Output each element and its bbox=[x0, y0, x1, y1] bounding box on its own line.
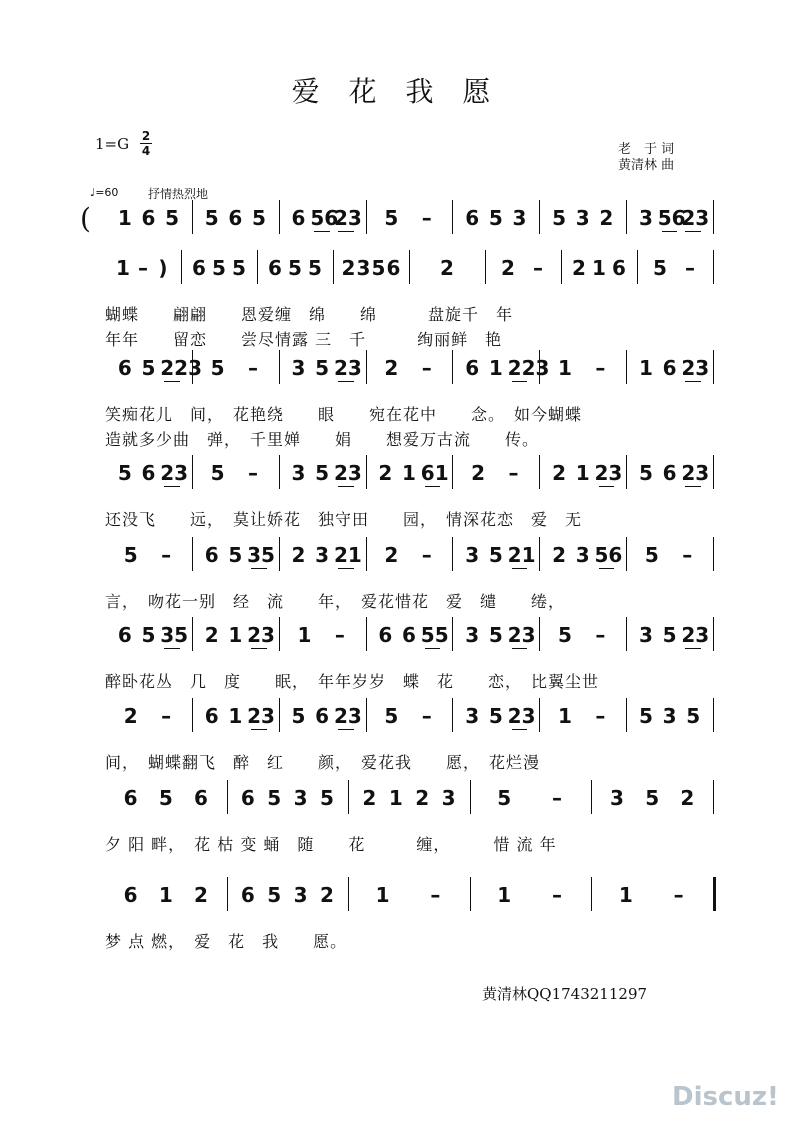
final-barline bbox=[713, 877, 716, 911]
note-digit: 5 bbox=[267, 883, 282, 907]
note-digit: 2 bbox=[378, 461, 393, 485]
note-digit: 3 bbox=[293, 883, 308, 907]
beam-line bbox=[251, 729, 267, 730]
barline bbox=[626, 455, 627, 489]
barline bbox=[713, 537, 714, 571]
note-digit: 2 bbox=[680, 786, 695, 810]
barline bbox=[192, 350, 193, 384]
barline bbox=[539, 200, 540, 234]
rest-dash: – bbox=[508, 461, 519, 485]
lyric-line: 笑痴花儿 间， 花艳绕 眼 宛在花中 念。 如今蝴蝶 bbox=[105, 405, 583, 424]
beam-line bbox=[425, 486, 441, 487]
barline bbox=[452, 537, 453, 571]
barline bbox=[366, 537, 367, 571]
note-digit: 23 bbox=[333, 356, 362, 380]
barline bbox=[713, 617, 714, 651]
note-digit: 5 bbox=[308, 256, 322, 280]
beam-line bbox=[251, 568, 267, 569]
note-digit: 5 bbox=[488, 206, 503, 230]
note-digit: 23 bbox=[681, 356, 710, 380]
beam-line bbox=[164, 648, 180, 649]
note-digit: 5 bbox=[488, 704, 503, 728]
meter-bottom: 4 bbox=[141, 144, 151, 158]
rest-dash: – bbox=[161, 704, 172, 728]
note-digit: 5 bbox=[210, 461, 225, 485]
note-digit: 56 bbox=[657, 206, 686, 230]
note-digit: 23 bbox=[333, 461, 362, 485]
note-digit: 6 bbox=[204, 704, 219, 728]
note-digit: 2 bbox=[552, 461, 567, 485]
note-digit: 23 bbox=[681, 461, 710, 485]
note-digit: 2 bbox=[415, 786, 430, 810]
lyric-line: 间， 蝴蝶翻飞 醉 红 颜， 爱花我 愿， 花烂漫 bbox=[105, 753, 541, 772]
note-digit: 5 bbox=[267, 786, 282, 810]
lyric-line: 夕 阳 畔， 花 枯 变 蛹 随 花 缠， 惜 流 年 bbox=[105, 835, 557, 854]
note-digit: 56 bbox=[594, 543, 623, 567]
tempo-mark: ♩=60 bbox=[90, 186, 119, 199]
beam-line bbox=[685, 381, 701, 382]
beam-line bbox=[599, 568, 615, 569]
barline bbox=[561, 250, 562, 284]
rest-dash: – bbox=[421, 356, 432, 380]
barline bbox=[279, 200, 280, 234]
beam-line bbox=[685, 231, 701, 232]
note-digit: 5 bbox=[320, 786, 334, 810]
beam-line bbox=[599, 486, 615, 487]
rest-dash: – bbox=[595, 356, 606, 380]
note-digit: 1 bbox=[388, 786, 403, 810]
rest-dash: – bbox=[595, 623, 606, 647]
barline bbox=[279, 350, 280, 384]
note-digit: 3 bbox=[356, 256, 371, 280]
beam-line bbox=[685, 486, 701, 487]
note-digit: 2 bbox=[320, 883, 334, 907]
beam-line bbox=[685, 648, 701, 649]
note-digit: 1 bbox=[488, 356, 503, 380]
note-digit: 5 bbox=[117, 461, 132, 485]
barline bbox=[713, 698, 714, 732]
barline bbox=[452, 350, 453, 384]
note-digit: 6 bbox=[662, 461, 677, 485]
note-digit: 6 bbox=[240, 786, 255, 810]
note-digit: 5 bbox=[558, 623, 572, 647]
barline bbox=[348, 780, 349, 814]
beam-line bbox=[338, 231, 354, 232]
barline bbox=[626, 350, 627, 384]
note-digit: 3 bbox=[512, 206, 527, 230]
note-digit: 56 bbox=[310, 206, 339, 230]
lyric-line: 还没飞 远， 莫让娇花 独守田 园， 情深花恋 爱 无 bbox=[105, 510, 583, 529]
lyric-line: 言， 吻花一别 经 流 年， 爱花惜花 爱 缱 绻， bbox=[105, 592, 566, 611]
rest-dash: – bbox=[161, 543, 172, 567]
note-digit: 6 bbox=[386, 256, 401, 280]
barline bbox=[333, 250, 334, 284]
beam-line bbox=[425, 648, 441, 649]
note-digit: 1 bbox=[297, 623, 312, 647]
beam-line bbox=[338, 486, 354, 487]
note-digit: 5 bbox=[653, 256, 667, 280]
barline bbox=[348, 877, 349, 911]
barline bbox=[192, 200, 193, 234]
rest-dash: – bbox=[247, 356, 258, 380]
rest-dash: – bbox=[551, 883, 562, 907]
note-digit: 6 bbox=[228, 206, 243, 230]
barline bbox=[485, 250, 486, 284]
note-digit: 3 bbox=[638, 623, 653, 647]
note-digit: 6 bbox=[315, 704, 330, 728]
note-digit: 5 bbox=[384, 704, 399, 728]
barline bbox=[470, 877, 471, 911]
beam-line bbox=[251, 648, 267, 649]
barline bbox=[713, 780, 714, 814]
note-digit: 1 bbox=[228, 704, 243, 728]
barline bbox=[452, 200, 453, 234]
barline bbox=[626, 698, 627, 732]
note-digit: 6 bbox=[378, 623, 393, 647]
note-digit: 5 bbox=[251, 206, 266, 230]
note-digit: 5 bbox=[315, 356, 330, 380]
barline bbox=[452, 455, 453, 489]
note-digit: 1 bbox=[117, 206, 132, 230]
barline bbox=[470, 780, 471, 814]
note-digit: 3 bbox=[291, 356, 306, 380]
barline bbox=[539, 350, 540, 384]
note-digit: 2 bbox=[501, 256, 515, 280]
rest-dash: – bbox=[334, 623, 345, 647]
barline bbox=[279, 455, 280, 489]
time-signature bbox=[140, 130, 152, 157]
barline bbox=[279, 537, 280, 571]
barline bbox=[279, 698, 280, 732]
note-digit: 6 bbox=[204, 543, 219, 567]
note-digit: 2 bbox=[572, 256, 586, 280]
barline bbox=[192, 698, 193, 732]
barline bbox=[366, 698, 367, 732]
note-digit: 6 bbox=[612, 256, 626, 280]
composer-credit: 黄清林 曲 bbox=[618, 158, 675, 173]
note-digit: 5 bbox=[123, 543, 138, 567]
barline bbox=[257, 250, 258, 284]
note-digit: 6 bbox=[465, 206, 480, 230]
note-digit: 21 bbox=[333, 543, 362, 567]
rest-dash: – bbox=[430, 883, 441, 907]
note-digit: 3 bbox=[575, 543, 590, 567]
barline bbox=[637, 250, 638, 284]
lyric-line: 年年 留恋 尝尽情露 三 千 绚丽鲜 艳 bbox=[105, 330, 503, 349]
note-digit: 23 bbox=[594, 461, 623, 485]
rest-dash: – bbox=[551, 786, 562, 810]
note-digit: 5 bbox=[497, 786, 512, 810]
note-digit: 2 bbox=[599, 206, 614, 230]
note-digit: 35 bbox=[247, 543, 275, 567]
rest-dash: – bbox=[138, 256, 148, 280]
barline bbox=[713, 200, 714, 234]
intro-paren: ( bbox=[80, 202, 91, 235]
rest-dash: – bbox=[247, 461, 258, 485]
note-digit: 2 bbox=[440, 256, 454, 280]
note-digit: 2 bbox=[471, 461, 486, 485]
note-digit: 55 bbox=[420, 623, 449, 647]
note-digit: 223 bbox=[160, 356, 202, 380]
barline bbox=[539, 617, 540, 651]
note-digit: 61 bbox=[420, 461, 449, 485]
note-digit: 5 bbox=[644, 543, 659, 567]
note-digit: 2 bbox=[552, 543, 567, 567]
author-signature: 黄清林QQ1743211297 bbox=[482, 985, 648, 1003]
barline bbox=[366, 455, 367, 489]
barline bbox=[192, 617, 193, 651]
barline bbox=[539, 698, 540, 732]
note-digit: 1 bbox=[592, 256, 606, 280]
note-digit: 5 bbox=[645, 786, 660, 810]
note-digit: 3 bbox=[575, 206, 590, 230]
barline bbox=[539, 455, 540, 489]
note-digit: 23 bbox=[247, 704, 275, 728]
beam-line bbox=[338, 381, 354, 382]
note-digit: 23 bbox=[333, 206, 362, 230]
beam-line bbox=[512, 381, 528, 382]
meter-top: 2 bbox=[141, 129, 151, 143]
note-digit: 6 bbox=[117, 623, 132, 647]
note-digit: 5 bbox=[315, 461, 330, 485]
note-digit: 1 bbox=[116, 256, 130, 280]
barline bbox=[591, 780, 592, 814]
note-digit: 1 bbox=[638, 356, 653, 380]
barline bbox=[626, 537, 627, 571]
note-digit: 5 bbox=[141, 623, 156, 647]
song-title: 爱 花 我 愿 bbox=[291, 75, 501, 108]
beam-line bbox=[164, 381, 180, 382]
barline bbox=[181, 250, 182, 284]
note-digit: 6 bbox=[141, 206, 156, 230]
barline bbox=[227, 780, 228, 814]
beam-line bbox=[512, 568, 528, 569]
note-digit: 23 bbox=[507, 704, 536, 728]
note-digit: 5 bbox=[291, 704, 306, 728]
barline bbox=[192, 537, 193, 571]
note-digit: 6 bbox=[141, 461, 156, 485]
note-digit: 23 bbox=[681, 206, 710, 230]
note-digit: 5 bbox=[662, 623, 677, 647]
note-digit: 2 bbox=[384, 356, 399, 380]
beam-line bbox=[338, 568, 354, 569]
barline bbox=[713, 250, 714, 284]
note-digit: 6 bbox=[268, 256, 282, 280]
note-digit: 2 bbox=[204, 623, 219, 647]
note-digit: 6 bbox=[240, 883, 255, 907]
note-digit: 3 bbox=[638, 206, 653, 230]
note-digit: 6 bbox=[123, 883, 138, 907]
note-digit: 5 bbox=[212, 256, 226, 280]
note-digit: 1 bbox=[402, 461, 416, 485]
lyric-line: 造就多少曲 弹， 千里婵 娟 想爱万古流 传。 bbox=[105, 430, 540, 449]
lyric-line: 醉卧花丛 几 度 眠， 年年岁岁 蝶 花 恋， 比翼尘世 bbox=[105, 672, 600, 691]
lyric-line: 蝴蝶 翩翩 恩爱缠 绵 绵 盘旋千 年 bbox=[105, 305, 514, 324]
rest-dash: – bbox=[421, 206, 432, 230]
note-digit: 3 bbox=[610, 786, 624, 810]
note-digit: 2 bbox=[341, 256, 356, 280]
barline bbox=[591, 877, 592, 911]
note-digit: 23 bbox=[507, 623, 536, 647]
rest-dash: – bbox=[595, 704, 606, 728]
barline bbox=[227, 877, 228, 911]
note-digit: 5 bbox=[638, 704, 653, 728]
rest-dash: – bbox=[685, 256, 695, 280]
note-digit: 2 bbox=[291, 543, 306, 567]
note-digit: 3 bbox=[465, 623, 480, 647]
rest-dash: – bbox=[673, 883, 684, 907]
beam-line bbox=[164, 486, 180, 487]
barline bbox=[366, 617, 367, 651]
expression-mark: 抒情热烈地 bbox=[148, 187, 209, 201]
note-digit: 1 bbox=[375, 883, 390, 907]
note-digit: 5 bbox=[686, 704, 701, 728]
note-digit: 5 bbox=[165, 206, 179, 230]
note-digit: 1 bbox=[575, 461, 590, 485]
note-digit: 6 bbox=[402, 623, 416, 647]
beam-line bbox=[314, 231, 330, 232]
lyricist-credit: 老 于 词 bbox=[618, 142, 675, 157]
barline bbox=[713, 350, 714, 384]
note-digit: 2 bbox=[384, 543, 399, 567]
note-digit: 5 bbox=[488, 623, 503, 647]
note-digit: 3 bbox=[662, 704, 677, 728]
note-digit: 6 bbox=[662, 356, 677, 380]
watermark-logo: Discuz! bbox=[672, 1082, 779, 1112]
note-digit: 3 bbox=[291, 461, 306, 485]
note-digit: 5 bbox=[141, 356, 156, 380]
rest-dash: ) bbox=[158, 256, 168, 280]
barline bbox=[452, 617, 453, 651]
note-digit: 6 bbox=[291, 206, 306, 230]
note-digit: 5 bbox=[210, 356, 225, 380]
note-digit: 5 bbox=[638, 461, 653, 485]
note-digit: 5 bbox=[384, 206, 399, 230]
note-digit: 1 bbox=[558, 704, 572, 728]
barline bbox=[366, 200, 367, 234]
beam-line bbox=[512, 648, 528, 649]
rest-dash: – bbox=[533, 256, 543, 280]
note-digit: 3 bbox=[315, 543, 330, 567]
note-digit: 1 bbox=[497, 883, 512, 907]
barline bbox=[713, 455, 714, 489]
note-digit: 35 bbox=[160, 623, 189, 647]
note-digit: 5 bbox=[228, 543, 243, 567]
note-digit: 5 bbox=[552, 206, 567, 230]
note-digit: 5 bbox=[232, 256, 246, 280]
note-digit: 1 bbox=[558, 356, 572, 380]
note-digit: 23 bbox=[160, 461, 189, 485]
barline bbox=[452, 698, 453, 732]
note-digit: 2 bbox=[123, 704, 138, 728]
note-digit: 23 bbox=[681, 623, 710, 647]
note-digit: 5 bbox=[204, 206, 219, 230]
note-digit: 1 bbox=[228, 623, 243, 647]
note-digit: 1 bbox=[158, 883, 173, 907]
note-digit: 6 bbox=[117, 356, 132, 380]
barline bbox=[192, 455, 193, 489]
barline bbox=[539, 537, 540, 571]
note-digit: 2 bbox=[194, 883, 208, 907]
note-digit: 2 bbox=[362, 786, 377, 810]
barline bbox=[279, 617, 280, 651]
note-digit: 23 bbox=[247, 623, 275, 647]
beam-line bbox=[512, 729, 528, 730]
note-digit: 6 bbox=[194, 786, 208, 810]
note-digit: 5 bbox=[158, 786, 173, 810]
barline bbox=[626, 617, 627, 651]
rest-dash: – bbox=[421, 704, 432, 728]
barline bbox=[626, 200, 627, 234]
note-digit: 5 bbox=[288, 256, 302, 280]
barline bbox=[366, 350, 367, 384]
beam-line bbox=[338, 729, 354, 730]
rest-dash: – bbox=[682, 543, 693, 567]
key-signature: 1=G bbox=[95, 135, 130, 153]
note-digit: 6 bbox=[465, 356, 480, 380]
note-digit: 5 bbox=[371, 256, 386, 280]
rest-dash: – bbox=[421, 543, 432, 567]
note-digit: 21 bbox=[507, 543, 536, 567]
note-digit: 6 bbox=[123, 786, 138, 810]
note-digit: 1 bbox=[618, 883, 633, 907]
lyric-line: 梦 点 燃， 爱 花 我 愿。 bbox=[105, 932, 348, 951]
note-digit: 23 bbox=[333, 704, 362, 728]
note-digit: 5 bbox=[488, 543, 503, 567]
note-digit: 223 bbox=[507, 356, 550, 380]
note-digit: 3 bbox=[441, 786, 456, 810]
note-digit: 3 bbox=[465, 704, 480, 728]
beam-line bbox=[662, 231, 678, 232]
note-digit: 6 bbox=[192, 256, 206, 280]
note-digit: 3 bbox=[293, 786, 308, 810]
note-digit: 3 bbox=[465, 543, 480, 567]
barline bbox=[409, 250, 410, 284]
